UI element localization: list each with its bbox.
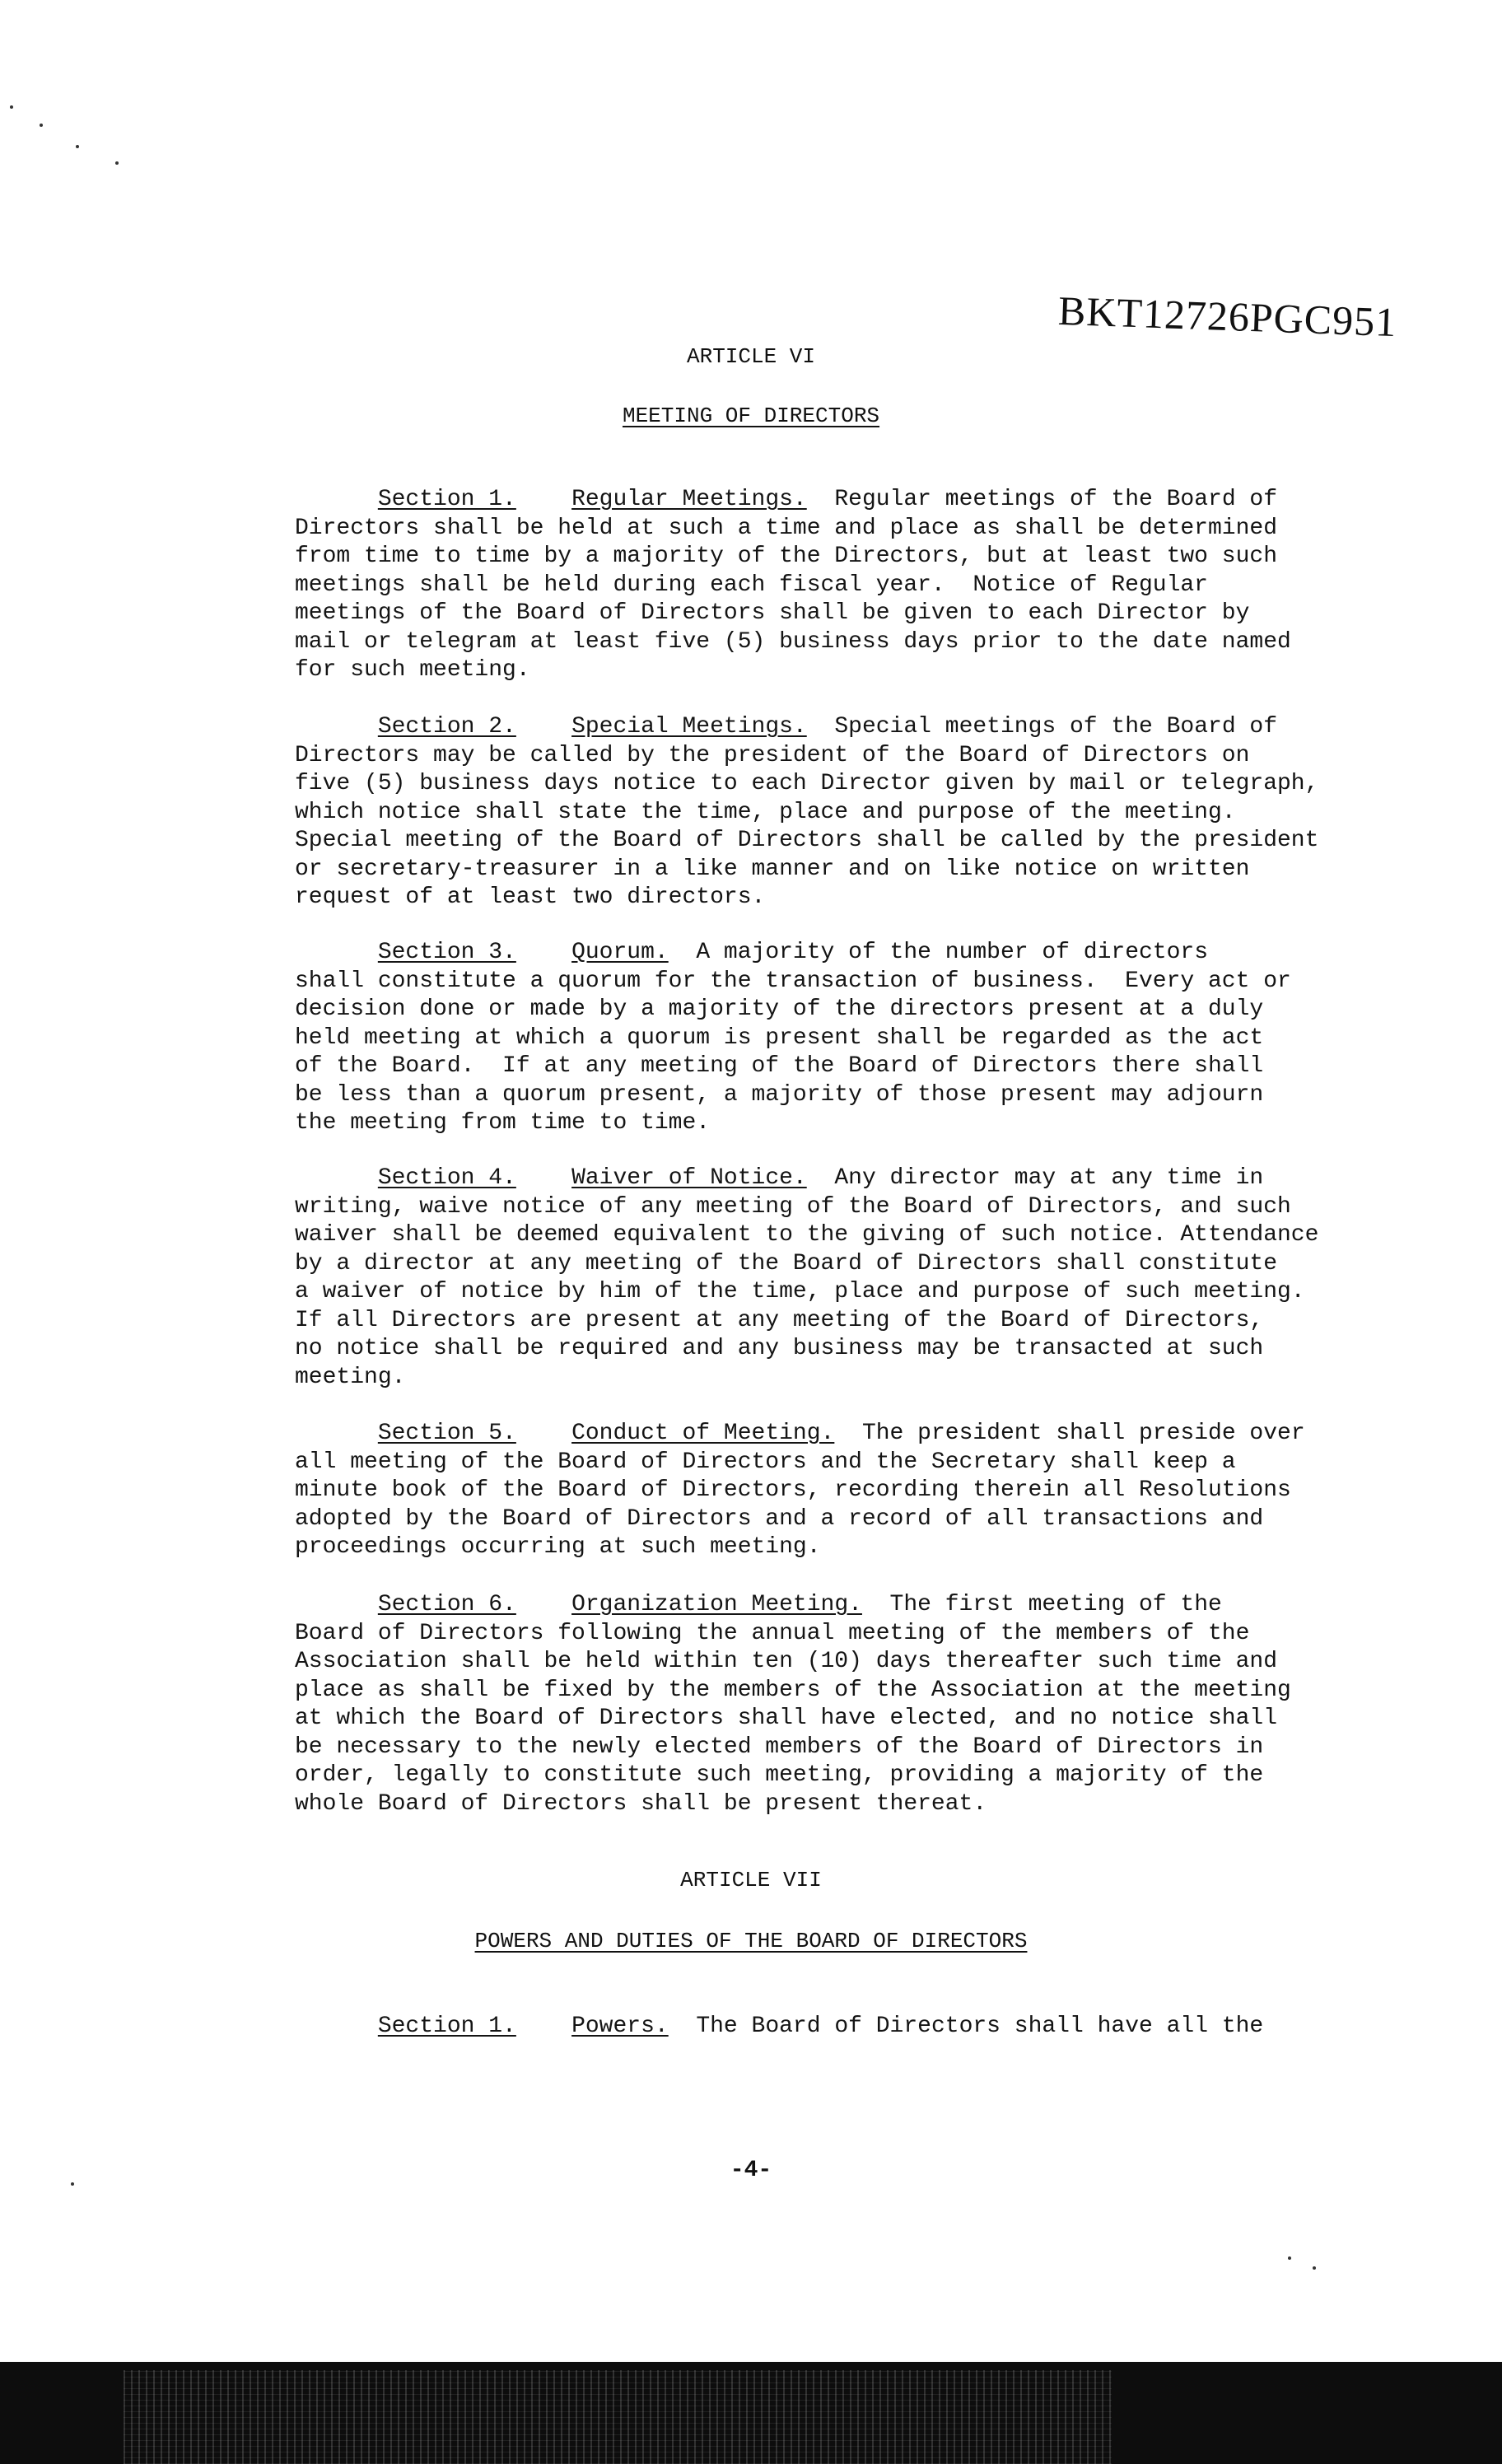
paragraph-line: Association shall be held within ten (10) days thereafter such time and <box>295 1649 1277 1674</box>
section-first-line-text: The first meeting of the <box>889 1592 1222 1617</box>
paragraph-first-line <box>295 939 1398 968</box>
section-label: Section 6. <box>377 1592 516 1617</box>
paragraph-line: shall constitute a quorum for the transaction of business. Every act or <box>295 968 1291 994</box>
section-first-line-text: The Board of Directors shall have all the <box>696 2014 1264 2039</box>
paragraph-line: meetings shall be held during each fiscal year. Notice of Regular <box>295 572 1208 598</box>
section-heading: Conduct of Meeting. <box>571 1421 835 1446</box>
paragraph-line: minute book of the Board of Directors, recording therein all Resolutions <box>295 1477 1291 1503</box>
section-paragraph <box>295 1164 1398 1392</box>
paragraph-line: a waiver of notice by him of the time, place and purpose of such meeting. <box>295 1279 1305 1304</box>
section-label: Section 2. <box>377 714 516 740</box>
section-heading: Regular Meetings. <box>571 487 807 512</box>
paragraph-line: adopted by the Board of Directors and a record of all transactions and <box>295 1505 1264 1532</box>
paragraph-line: from time to time by a majority of the Directors, but at least two such <box>295 544 1277 569</box>
paragraph-line: the meeting from time to time. <box>295 1110 711 1136</box>
paragraph-line: all meeting of the Board of Directors and the Secretary shall keep a <box>295 1449 1236 1475</box>
paragraph-first-line <box>295 1164 1398 1193</box>
paragraph-first-line <box>295 1420 1398 1449</box>
paragraph-line: be less than a quorum present, a majority of those present may adjourn <box>295 1081 1264 1108</box>
paragraph-line: mail or telegram at least five (5) business days prior to the date named <box>295 628 1291 655</box>
paragraph-line: writing, waive notice of any meeting of the Board of Directors, and such <box>295 1193 1291 1220</box>
section-heading: Waiver of Notice. <box>571 1165 807 1191</box>
paragraph-line: which notice shall state the time, place and purpose of the meeting. <box>295 799 1236 825</box>
paragraph-line: place as shall be fixed by the members of the Association at the meeting <box>295 1677 1291 1703</box>
section-label: Section 3. <box>377 940 516 965</box>
page-number: -4- <box>730 2158 772 2183</box>
paragraph-first-line <box>295 2013 1398 2042</box>
section-label: Section 1. <box>377 487 516 512</box>
paragraph-line: by a director at any meeting of the Board of Directors shall constitute <box>295 1250 1277 1276</box>
paragraph-line: held meeting at which a quorum is present shall be regarded as the act <box>295 1024 1264 1051</box>
section-first-line-text: Any director may at any time in <box>834 1165 1264 1191</box>
paragraph-line: no notice shall be required and any business may be transacted at such <box>295 1336 1264 1361</box>
recording-stamp: BKT12726PGC951 <box>1057 287 1398 346</box>
article-6-subtitle: MEETING OF DIRECTORS <box>622 404 880 428</box>
section-heading: Special Meetings. <box>571 714 807 740</box>
paragraph-first-line <box>295 713 1398 742</box>
paragraph-line: at which the Board of Directors shall have elected, and no notice shall <box>295 1706 1277 1731</box>
section-paragraph <box>295 713 1398 912</box>
section-label: Section 4. <box>377 1165 516 1191</box>
section-paragraph <box>295 1420 1398 1562</box>
paragraph-line: Directors shall be held at such a time and place as shall be determined <box>295 515 1277 541</box>
paragraph-line: Directors may be called by the president of the Board of Directors on <box>295 742 1250 768</box>
paragraph-line: meetings of the Board of Directors shall be given to each Director by <box>295 600 1250 626</box>
paragraph-line: of the Board. If at any meeting of the Board of Directors there shall <box>295 1053 1264 1079</box>
paragraph-line: be necessary to the newly elected members of the Board of Directors in <box>295 1734 1264 1760</box>
article-7-subtitle: POWERS AND DUTIES OF THE BOARD OF DIRECTORS <box>474 1929 1028 1953</box>
paragraph-line: for such meeting. <box>295 657 530 683</box>
paragraph-line: proceedings occurring at such meeting. <box>295 1534 821 1560</box>
article-6-title: ARTICLE VI <box>686 344 816 369</box>
section-paragraph <box>295 2013 1398 2042</box>
paragraph-line: five (5) business days notice to each Director given by mail or telegraph, <box>295 771 1319 796</box>
paragraph-line: or secretary-treasurer in a like manner and on like notice on written <box>295 856 1250 882</box>
section-first-line-text: Special meetings of the Board of <box>834 714 1278 740</box>
paragraph-line: Board of Directors following the annual meeting of the members of the <box>295 1620 1250 1646</box>
section-heading: Organization Meeting. <box>571 1592 862 1617</box>
paragraph-line: request of at least two directors. <box>295 884 766 910</box>
section-heading: Quorum. <box>571 940 669 965</box>
paragraph-line: order, legally to constitute such meeting, providing a majority of the <box>295 1762 1264 1788</box>
section-label: Section 1. <box>377 2014 516 2039</box>
paragraph-line: Special meeting of the Board of Directors shall be called by the president <box>295 828 1319 853</box>
paragraph-line: decision done or made by a majority of the directors present at a duly <box>295 996 1264 1022</box>
paragraph-first-line <box>295 1591 1398 1620</box>
section-first-line-text: Regular meetings of the Board of <box>834 487 1278 512</box>
paragraph-line: whole Board of Directors shall be present thereat. <box>295 1790 987 1817</box>
section-heading: Powers. <box>571 2014 669 2039</box>
paragraph-line: meeting. <box>295 1364 406 1390</box>
section-paragraph <box>295 939 1398 1138</box>
section-paragraph <box>295 1591 1398 1818</box>
paragraph-line: If all Directors are present at any meeting of the Board of Directors, <box>295 1307 1264 1333</box>
section-paragraph <box>295 486 1398 685</box>
scan-bottom-edge <box>0 2362 1502 2464</box>
section-first-line-text: The president shall preside over <box>861 1421 1305 1446</box>
paragraph-line: waiver shall be deemed equivalent to the giving of such notice. Attendance <box>295 1222 1319 1248</box>
article-7-title: ARTICLE VII <box>680 1868 822 1892</box>
section-first-line-text: A majority of the number of directors <box>696 940 1209 965</box>
paragraph-first-line <box>295 486 1398 515</box>
section-label: Section 5. <box>377 1421 516 1446</box>
